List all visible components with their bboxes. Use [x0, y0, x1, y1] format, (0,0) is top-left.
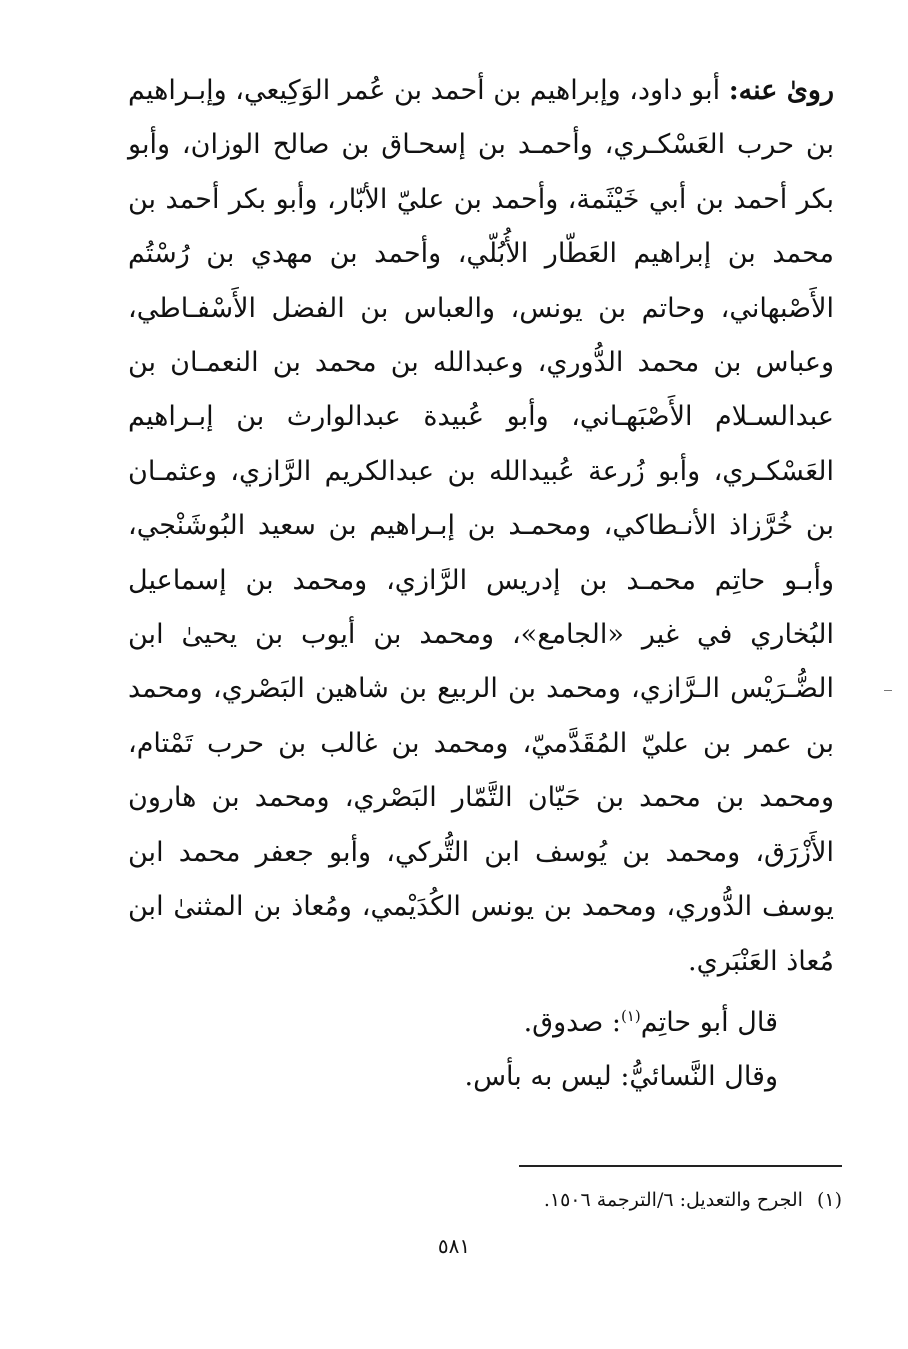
- narrators-heading: روىٰ عنه:: [728, 75, 834, 106]
- narrators-list: أبو داود، وإبراهيم بن أحمد بن عُمر الوَكِيعي، وإبـراهيم بن حرب العَسْكـري، وأحمـد بن إسحـاق بن صالح الوزان، وأبو بكر أحمد بن أبي خَيْثَمة، وأحمد بن عليّ الأبّار، وأبو بكر أحمد بن محمد بن إبراهيم العَطّار الأُبُلّي، وأحمد بن مهدي بن رُسْتُم الأَصْبهاني، وحاتم بن يونس، والعباس بن الفضل الأَسْفـاطي، وعباس بن محمد الدُّوري، وعبدالله بن محمد بن النعمـان بن عبدالسـلام الأَصْبَهـاني، وأبو عُبيدة عبدالوارث بن إبـراهيم العَسْكـري، وأبو زُرعة عُبيدالله بن عبدالكريم الرَّازي، وعثمـان بن خُرَّزاذ الأنـطاكي، ومحمـد بن إبـراهيم بن سعيد البُوشَنْجي، وأبـو حاتِم محمـد بن إدريس الرَّازي، ومحمد بن إسماعيل البُخاري في غير «الجامع»، ومحمد بن أيوب بن يحيىٰ ابن الضُّـرَيْس الـرَّازي، ومحمد بن الربيع بن شاهين البَصْري، ومحمد بن عمر بن عليّ المُقَدَّميّ، ومحمد بن غالب بن حرب تَمْتام، ومحمد بن محمد بن حَيّان التَّمّار البَصْري، ومحمد بن هارون الأَزْرَق، ومحمد بن يُوسف ابن التُّركي، وأبو جعفر محمد ابن يوسف الدُّوري، ومحمد بن يونس الكُدَيْمي، ومُعاذ بن المثنىٰ ابن مُعاذ العَنْبَري.: [128, 75, 834, 977]
- footnote: [142, 1187, 842, 1213]
- abu-hatim-quote: [128, 996, 778, 1050]
- footnote-separator: [519, 1165, 842, 1167]
- grading-quotes: [128, 996, 778, 1104]
- footnote-reference: (١): [620, 1007, 641, 1025]
- footnote-number: (١): [816, 1189, 842, 1211]
- abu-hatim-prefix: قال أبو حاتِم: [640, 1007, 778, 1038]
- margin-mark: [884, 690, 892, 691]
- nasai-quote: وقال النَّسائيُّ: ليس به بأس.: [464, 1061, 778, 1092]
- abu-hatim-verdict: : صدوق.: [523, 1007, 621, 1038]
- footnote-text: الجرح والتعديل: ٦/الترجمة ١٥٠٦.: [543, 1189, 803, 1211]
- page-number: ٥٨١: [437, 1234, 471, 1258]
- narrators-paragraph: [128, 64, 834, 989]
